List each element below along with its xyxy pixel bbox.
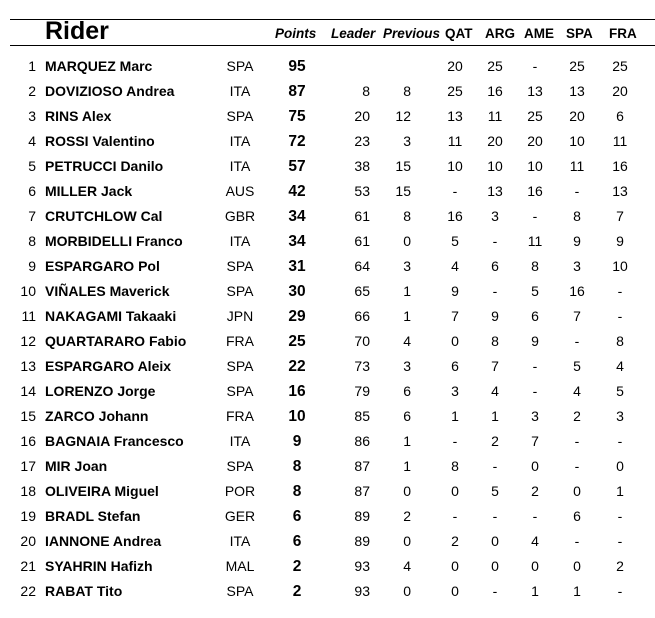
race-points-arg: 25 — [487, 58, 503, 74]
header-previous: Previous — [383, 26, 441, 41]
rider-points: 22 — [288, 358, 306, 375]
rider-name: RABAT Tito — [45, 583, 123, 599]
rider-name: ZARCO Johann — [45, 408, 149, 424]
race-points-ame: 20 — [527, 133, 543, 149]
table-row — [0, 483, 655, 508]
rider-name: PETRUCCI Danilo — [45, 158, 164, 174]
rider-nationality: SPA — [226, 358, 254, 374]
race-points-fra: 8 — [616, 333, 624, 349]
gap-to-previous: 0 — [403, 483, 411, 499]
rider-position: 21 — [20, 558, 36, 574]
rider-position: 7 — [28, 208, 36, 224]
rider-nationality: FRA — [226, 333, 254, 349]
race-points-spa: - — [574, 183, 580, 199]
race-points-ame: 25 — [527, 108, 543, 124]
race-points-spa: 0 — [573, 483, 581, 499]
gap-to-leader: 85 — [354, 408, 370, 424]
race-points-qat: 25 — [447, 83, 463, 99]
table-row — [0, 183, 655, 208]
gap-to-previous: 8 — [403, 83, 411, 99]
rider-name: QUARTARARO Fabio — [45, 333, 187, 349]
table-row — [0, 333, 655, 358]
rider-name: VIÑALES Maverick — [45, 283, 170, 299]
race-points-ame: 6 — [531, 308, 539, 324]
gap-to-previous: 2 — [403, 508, 411, 524]
gap-to-leader: 73 — [354, 358, 370, 374]
table-row — [0, 83, 655, 108]
rider-nationality: MAL — [225, 558, 255, 574]
gap-to-previous: 1 — [403, 283, 411, 299]
race-points-spa: 6 — [573, 508, 581, 524]
race-points-qat: 2 — [451, 533, 459, 549]
header-race-qat: QAT — [445, 26, 473, 41]
rider-position: 2 — [28, 83, 36, 99]
race-points-fra: 7 — [616, 208, 624, 224]
rider-position: 22 — [20, 583, 36, 599]
rider-nationality: SPA — [226, 258, 254, 274]
gap-to-leader: 87 — [354, 458, 370, 474]
gap-to-previous: 8 — [403, 208, 411, 224]
rider-name: BAGNAIA Francesco — [45, 433, 184, 449]
rider-nationality: ITA — [229, 533, 251, 549]
table-row — [0, 533, 655, 558]
race-points-fra: 6 — [616, 108, 624, 124]
rider-nationality: FRA — [226, 408, 254, 424]
race-points-qat: 7 — [451, 308, 459, 324]
table-row — [0, 583, 655, 608]
gap-to-previous: 3 — [403, 358, 411, 374]
rider-name: MILLER Jack — [45, 183, 133, 199]
gap-to-leader: 93 — [354, 583, 370, 599]
rider-name: MARQUEZ Marc — [45, 58, 153, 74]
rider-points: 8 — [292, 483, 302, 500]
race-points-spa: 7 — [573, 308, 581, 324]
race-points-arg: 5 — [491, 483, 499, 499]
rider-name: LORENZO Jorge — [45, 383, 156, 399]
race-points-ame: - — [532, 58, 538, 74]
table-row — [0, 133, 655, 158]
rider-points: 57 — [288, 158, 306, 175]
table-row — [0, 108, 655, 133]
rider-points: 72 — [288, 133, 306, 150]
rider-position: 16 — [20, 433, 36, 449]
rider-name: ROSSI Valentino — [45, 133, 155, 149]
rider-position: 11 — [21, 308, 36, 324]
race-points-ame: - — [532, 508, 538, 524]
race-points-spa: 8 — [573, 208, 581, 224]
gap-to-previous: 4 — [403, 333, 411, 349]
gap-to-previous: 1 — [403, 308, 411, 324]
race-points-ame: 2 — [531, 483, 539, 499]
header-rider: Rider — [45, 17, 109, 45]
race-points-qat: 20 — [447, 58, 463, 74]
rider-nationality: AUS — [225, 183, 255, 199]
race-points-qat: 13 — [447, 108, 463, 124]
gap-to-leader: 79 — [354, 383, 370, 399]
race-points-qat: 8 — [451, 458, 459, 474]
rider-nationality: SPA — [226, 583, 254, 599]
rider-position: 14 — [20, 383, 36, 399]
rider-name: SYAHRIN Hafizh — [45, 558, 153, 574]
race-points-fra: 25 — [612, 58, 628, 74]
rider-name: NAKAGAMI Takaaki — [45, 308, 177, 324]
race-points-qat: 10 — [447, 158, 463, 174]
rider-name: OLIVEIRA Miguel — [45, 483, 159, 499]
rider-name: RINS Alex — [45, 108, 112, 124]
gap-to-leader: 87 — [354, 483, 370, 499]
race-points-arg: 9 — [491, 308, 499, 324]
race-points-spa: - — [574, 333, 580, 349]
rider-nationality: ITA — [229, 433, 251, 449]
rider-position: 10 — [20, 283, 36, 299]
race-points-ame: 16 — [527, 183, 543, 199]
rider-position: 3 — [28, 108, 36, 124]
race-points-spa: 2 — [573, 408, 581, 424]
rider-nationality: JPN — [226, 308, 254, 324]
table-row — [0, 558, 655, 583]
race-points-ame: - — [532, 383, 538, 399]
gap-to-previous: 0 — [403, 583, 411, 599]
gap-to-leader: 86 — [354, 433, 370, 449]
table-row — [0, 508, 655, 533]
header-rule — [10, 45, 655, 46]
table-row — [0, 408, 655, 433]
race-points-fra: 3 — [616, 408, 624, 424]
rider-points: 16 — [288, 383, 306, 400]
rider-points: 34 — [288, 208, 306, 225]
race-points-qat: 0 — [451, 483, 459, 499]
race-points-ame: 1 — [531, 583, 539, 599]
rider-points: 6 — [292, 508, 302, 525]
gap-to-previous: 3 — [403, 133, 411, 149]
race-points-ame: 10 — [527, 158, 543, 174]
race-points-arg: 16 — [487, 83, 503, 99]
gap-to-leader: 8 — [362, 83, 370, 99]
rider-position: 4 — [28, 133, 36, 149]
rider-points: 6 — [292, 533, 302, 550]
race-points-ame: 3 — [531, 408, 539, 424]
rider-points: 10 — [288, 408, 306, 425]
race-points-qat: - — [452, 183, 458, 199]
gap-to-leader: 23 — [354, 133, 370, 149]
race-points-qat: 4 — [451, 258, 459, 274]
rider-position: 6 — [28, 183, 36, 199]
rider-name: ESPARGARO Aleix — [45, 358, 172, 374]
race-points-spa: 11 — [569, 158, 585, 174]
rider-name: IANNONE Andrea — [45, 533, 162, 549]
rider-position: 17 — [20, 458, 36, 474]
race-points-ame: 4 — [531, 533, 539, 549]
gap-to-leader: 64 — [354, 258, 370, 274]
race-points-qat: 16 — [447, 208, 463, 224]
race-points-fra: 10 — [612, 258, 628, 274]
race-points-qat: 5 — [451, 233, 459, 249]
race-points-qat: 0 — [451, 558, 459, 574]
race-points-qat: 1 — [451, 408, 459, 424]
header-points: Points — [275, 26, 317, 41]
rider-points: 75 — [288, 108, 306, 125]
race-points-arg: - — [492, 583, 498, 599]
rider-nationality: ITA — [229, 83, 251, 99]
gap-to-previous: 12 — [395, 108, 411, 124]
race-points-arg: 11 — [487, 108, 503, 124]
rider-position: 8 — [28, 233, 36, 249]
race-points-arg: - — [492, 458, 498, 474]
race-points-spa: 9 — [573, 233, 581, 249]
gap-to-previous: 15 — [395, 183, 411, 199]
gap-to-previous: 1 — [403, 433, 411, 449]
race-points-qat: 3 — [451, 383, 459, 399]
rider-name: MIR Joan — [45, 458, 108, 474]
gap-to-previous: 0 — [403, 233, 411, 249]
rider-points: 87 — [288, 83, 306, 100]
race-points-spa: 25 — [569, 58, 585, 74]
race-points-spa: 4 — [573, 383, 581, 399]
rider-position: 1 — [28, 58, 36, 74]
gap-to-previous: 1 — [403, 458, 411, 474]
race-points-fra: 16 — [612, 158, 628, 174]
gap-to-leader: 53 — [354, 183, 370, 199]
race-points-fra: - — [617, 433, 623, 449]
race-points-arg: 20 — [487, 133, 503, 149]
race-points-ame: 11 — [527, 233, 543, 249]
rider-position: 12 — [20, 333, 36, 349]
race-points-ame: 0 — [531, 458, 539, 474]
rider-position: 19 — [20, 508, 36, 524]
race-points-arg: 3 — [491, 208, 499, 224]
race-points-ame: - — [532, 358, 538, 374]
gap-to-leader: 61 — [354, 233, 370, 249]
race-points-fra: - — [617, 308, 623, 324]
race-points-arg: 8 — [491, 333, 499, 349]
race-points-arg: - — [492, 233, 498, 249]
table-row — [0, 308, 655, 333]
race-points-spa: 10 — [569, 133, 585, 149]
rider-nationality: SPA — [226, 458, 254, 474]
rider-nationality: SPA — [226, 108, 254, 124]
header-race-ame: AME — [524, 26, 554, 41]
rider-nationality: GBR — [224, 208, 256, 224]
gap-to-leader: 70 — [354, 333, 370, 349]
gap-to-previous: 0 — [403, 533, 411, 549]
rider-position: 9 — [28, 258, 36, 274]
rider-name: CRUTCHLOW Cal — [45, 208, 163, 224]
race-points-fra: 1 — [616, 483, 624, 499]
rider-points: 8 — [292, 458, 302, 475]
rider-points: 2 — [292, 583, 302, 600]
header-race-arg: ARG — [485, 26, 515, 41]
race-points-ame: 7 — [531, 433, 539, 449]
race-points-ame: 8 — [531, 258, 539, 274]
rider-position: 13 — [20, 358, 36, 374]
table-row — [0, 383, 655, 408]
rider-name: ESPARGARO Pol — [45, 258, 160, 274]
gap-to-leader: 93 — [354, 558, 370, 574]
race-points-ame: 13 — [527, 83, 543, 99]
table-row — [0, 283, 655, 308]
gap-to-previous: 6 — [403, 383, 411, 399]
race-points-spa: 5 — [573, 358, 581, 374]
race-points-qat: 9 — [451, 283, 459, 299]
rider-nationality: SPA — [226, 283, 254, 299]
race-points-fra: 0 — [616, 458, 624, 474]
race-points-ame: 5 — [531, 283, 539, 299]
rider-nationality: ITA — [229, 158, 251, 174]
rider-position: 20 — [20, 533, 36, 549]
race-points-spa: - — [574, 458, 580, 474]
gap-to-leader: 61 — [354, 208, 370, 224]
gap-to-previous: 6 — [403, 408, 411, 424]
race-points-fra: - — [617, 533, 623, 549]
race-points-spa: - — [574, 433, 580, 449]
race-points-fra: 5 — [616, 383, 624, 399]
header-race-fra: FRA — [609, 26, 637, 41]
race-points-qat: - — [452, 508, 458, 524]
race-points-arg: 7 — [491, 358, 499, 374]
rider-name: BRADL Stefan — [45, 508, 141, 524]
table-row — [0, 433, 655, 458]
header-race-spa: SPA — [566, 26, 593, 41]
race-points-arg: 4 — [491, 383, 499, 399]
race-points-fra: 13 — [612, 183, 628, 199]
rider-points: 42 — [288, 183, 306, 200]
rider-nationality: POR — [224, 483, 256, 499]
race-points-arg: 6 — [491, 258, 499, 274]
rider-points: 9 — [292, 433, 302, 450]
gap-to-previous: 3 — [403, 258, 411, 274]
rider-position: 5 — [28, 158, 36, 174]
table-row — [0, 258, 655, 283]
table-row — [0, 158, 655, 183]
race-points-arg: 1 — [491, 408, 499, 424]
race-points-arg: 0 — [491, 533, 499, 549]
rider-nationality: SPA — [226, 58, 254, 74]
rider-points: 2 — [292, 558, 302, 575]
gap-to-leader: 20 — [354, 108, 370, 124]
rider-name: MORBIDELLI Franco — [45, 233, 183, 249]
rider-points: 30 — [288, 283, 306, 300]
header-leader: Leader — [331, 26, 376, 41]
gap-to-previous: 15 — [395, 158, 411, 174]
race-points-spa: 20 — [569, 108, 585, 124]
gap-to-leader: 66 — [354, 308, 370, 324]
race-points-fra: 20 — [612, 83, 628, 99]
race-points-fra: - — [617, 583, 623, 599]
race-points-fra: - — [617, 508, 623, 524]
race-points-arg: 0 — [491, 558, 499, 574]
rider-nationality: ITA — [229, 233, 251, 249]
race-points-fra: 9 — [616, 233, 624, 249]
race-points-arg: 2 — [491, 433, 499, 449]
rider-points: 34 — [288, 233, 306, 250]
race-points-qat: 0 — [451, 583, 459, 599]
gap-to-leader: 65 — [354, 283, 370, 299]
race-points-spa: 0 — [573, 558, 581, 574]
race-points-arg: 13 — [487, 183, 503, 199]
race-points-qat: 11 — [447, 133, 463, 149]
table-row — [0, 233, 655, 258]
table-row — [0, 208, 655, 233]
race-points-ame: 9 — [531, 333, 539, 349]
race-points-qat: - — [452, 433, 458, 449]
table-row — [0, 358, 655, 383]
table-row — [0, 458, 655, 483]
race-points-ame: 0 — [531, 558, 539, 574]
race-points-fra: 4 — [616, 358, 624, 374]
rider-position: 15 — [20, 408, 36, 424]
gap-to-leader: 89 — [354, 533, 370, 549]
race-points-qat: 0 — [451, 333, 459, 349]
gap-to-leader: 89 — [354, 508, 370, 524]
race-points-arg: - — [492, 283, 498, 299]
race-points-spa: - — [574, 533, 580, 549]
table-row — [0, 58, 655, 83]
race-points-arg: 10 — [487, 158, 503, 174]
race-points-ame: - — [532, 208, 538, 224]
rider-nationality: GER — [224, 508, 256, 524]
race-points-spa: 1 — [573, 583, 581, 599]
rider-points: 29 — [288, 308, 306, 325]
gap-to-previous: 4 — [403, 558, 411, 574]
race-points-spa: 13 — [569, 83, 585, 99]
gap-to-leader: 38 — [354, 158, 370, 174]
race-points-spa: 3 — [573, 258, 581, 274]
race-points-fra: 11 — [612, 133, 628, 149]
race-points-spa: 16 — [569, 283, 585, 299]
race-points-arg: - — [492, 508, 498, 524]
rider-nationality: SPA — [226, 383, 254, 399]
rider-points: 25 — [288, 333, 306, 350]
race-points-fra: - — [617, 283, 623, 299]
rider-name: DOVIZIOSO Andrea — [45, 83, 175, 99]
rider-nationality: ITA — [229, 133, 251, 149]
rider-points: 31 — [288, 258, 306, 275]
race-points-qat: 6 — [451, 358, 459, 374]
rider-points: 95 — [288, 58, 306, 75]
rider-position: 18 — [20, 483, 36, 499]
race-points-fra: 2 — [616, 558, 624, 574]
